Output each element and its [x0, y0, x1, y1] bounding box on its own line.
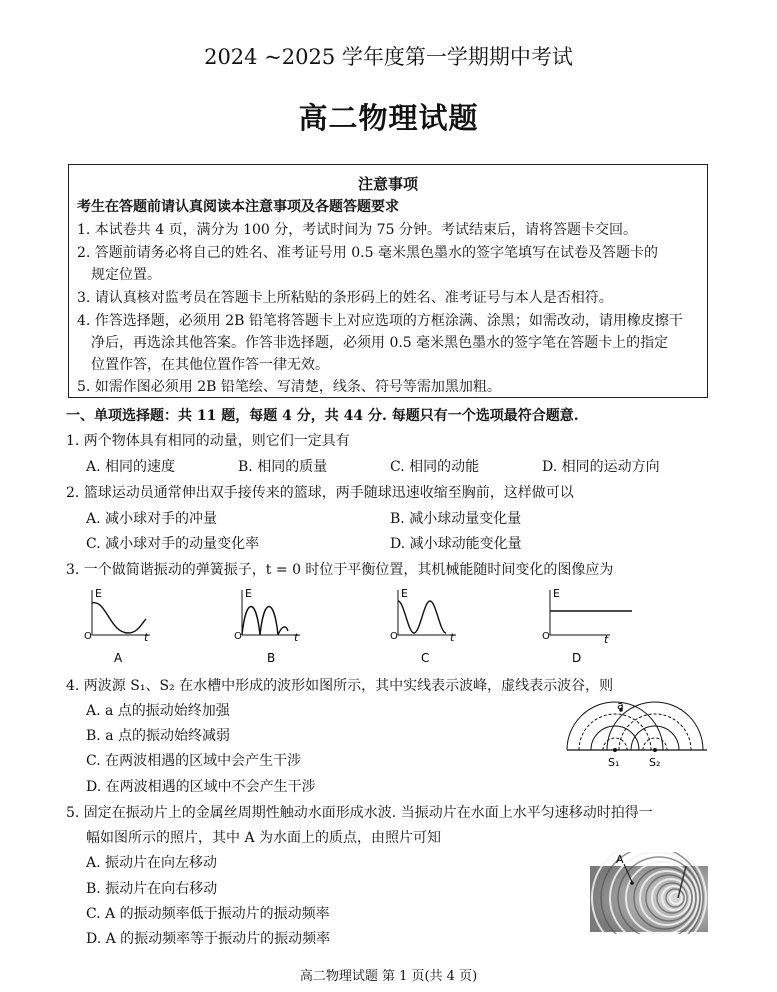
option-b[interactable]: B. 减小球动量变化量: [390, 511, 522, 527]
option-a[interactable]: A. 振动片在向左移动: [86, 855, 218, 871]
graph-d[interactable]: [542, 587, 632, 665]
graph-label: C: [421, 651, 430, 665]
question-stem-cont: 幅如图所示的照片，其中 A 为水面上的质点，由照片可知: [86, 830, 442, 846]
option-c[interactable]: C. 在两波相遇的区域中会产生干涉: [86, 753, 302, 769]
section-heading: 一、单项选择题：共 11 题，每题 4 分，共 44 分. 每题只有一个选项最符合题意.: [66, 408, 579, 424]
option-d[interactable]: D. A 的振动频率等于振动片的振动频率: [86, 931, 331, 947]
notice-box: [68, 164, 708, 398]
origin-label: O: [84, 631, 92, 642]
question-stem: 1. 两个物体具有相同的动量，则它们一定具有: [66, 433, 350, 449]
graph-label: D: [572, 651, 582, 665]
question-stem: 2. 篮球运动员通常伸出双手接传来的篮球，两手随球迅速收缩至胸前，这样做可以: [66, 485, 574, 501]
notice-line: 3. 请认真核对监考员在答题卡上所粘贴的条形码上的姓名、准考证号与本人是否相符。: [77, 290, 613, 306]
option-c[interactable]: C. A 的振动频率低于振动片的振动频率: [86, 906, 330, 922]
question-stem: 4. 两波源 S₁、S₂ 在水槽中形成的波形如图所示，其中实线表示波峰，虚线表示波谷，则: [66, 678, 614, 694]
axis-label: E: [245, 587, 252, 600]
axis-label: t: [144, 631, 149, 644]
option-c[interactable]: C. 相同的动能: [390, 459, 480, 475]
page-footer: 高二物理试题 第 1 页(共 4 页): [299, 969, 478, 984]
notice-line: 净后，再选涂其他答案。作答非选择题，必须用 0.5 毫米黑色墨水的签字笔在答题卡上的指定: [91, 335, 669, 351]
question-stem: 5. 固定在振动片上的金属丝周期性触动水面形成水波. 当振动片在水面上水平匀速移动时拍得一: [66, 805, 653, 821]
notice-line: 2. 答题前请务必将自己的姓名、准考证号用 0.5 毫米黑色墨水的签字笔填写在试卷及答题卡的: [77, 245, 658, 261]
notice-subheading: 考生在答题前请认真阅读本注意事项及各题答题要求: [77, 199, 399, 215]
origin-label: O: [234, 631, 242, 642]
notice-line: 5. 如需作图必须用 2B 铅笔绘、写清楚，线条、符号等需加黑加粗。: [77, 379, 501, 395]
question-stem: 3. 一个做简谐振动的弹簧振子，t = 0 时位于平衡位置，其机械能随时间变化的图像应为: [66, 562, 614, 578]
s1-label: S₁: [608, 756, 620, 769]
axis-label: E: [401, 587, 408, 600]
exam-title: 2024 ~2025 学年度第一学期期中考试: [204, 45, 573, 69]
option-b[interactable]: B. 相同的质量: [238, 459, 328, 475]
subject-title: 高二物理试题: [298, 101, 479, 135]
graph-a[interactable]: [84, 587, 150, 665]
notice-heading: 注意事项: [357, 175, 418, 193]
notice-line: 4. 作答选择题，必须用 2B 铅笔将答题卡上对应选项的方框涂满、涂黑；如需改动，请用橡皮擦干: [77, 313, 683, 329]
option-d[interactable]: D. 减小球动能变化量: [390, 536, 522, 552]
option-d[interactable]: D. 相同的运动方向: [542, 459, 660, 475]
axis-label: t: [604, 633, 609, 646]
option-b[interactable]: B. a 点的振动始终减弱: [86, 728, 230, 744]
notice-line: 规定位置。: [91, 267, 161, 283]
notice-line: 位置作答，在其他位置作答一律无效。: [91, 357, 329, 373]
option-b[interactable]: B. 振动片在向右移动: [86, 881, 218, 897]
option-d[interactable]: D. 在两波相遇的区域中不会产生干涉: [86, 779, 316, 795]
notice-line: 1. 本试卷共 4 页，满分为 100 分，考试时间为 75 分钟。考试结束后，请将答题卡交回。: [77, 222, 637, 238]
graph-label: B: [267, 651, 276, 665]
axis-label: E: [553, 587, 560, 600]
s2-label: S₂: [649, 756, 661, 769]
graph-c[interactable]: [390, 587, 456, 665]
option-a[interactable]: A. a 点的振动始终加强: [86, 703, 230, 719]
axis-label: t: [294, 631, 299, 644]
graph-b[interactable]: [234, 587, 300, 665]
option-a[interactable]: A. 减小球对手的冲量: [86, 511, 218, 527]
origin-label: O: [542, 631, 550, 642]
option-a[interactable]: A. 相同的速度: [86, 459, 176, 475]
axis-label: t: [450, 631, 455, 644]
graph-label: A: [114, 651, 123, 665]
origin-label: O: [390, 631, 398, 642]
point-a-label: A: [616, 853, 624, 866]
point-a-label: a: [617, 700, 624, 712]
wave-interference-figure: [565, 700, 710, 772]
water-wave-photo: [590, 852, 710, 934]
q3-graphs: [80, 585, 700, 667]
option-c[interactable]: C. 减小球对手的动量变化率: [86, 536, 260, 552]
axis-label: E: [95, 587, 102, 600]
